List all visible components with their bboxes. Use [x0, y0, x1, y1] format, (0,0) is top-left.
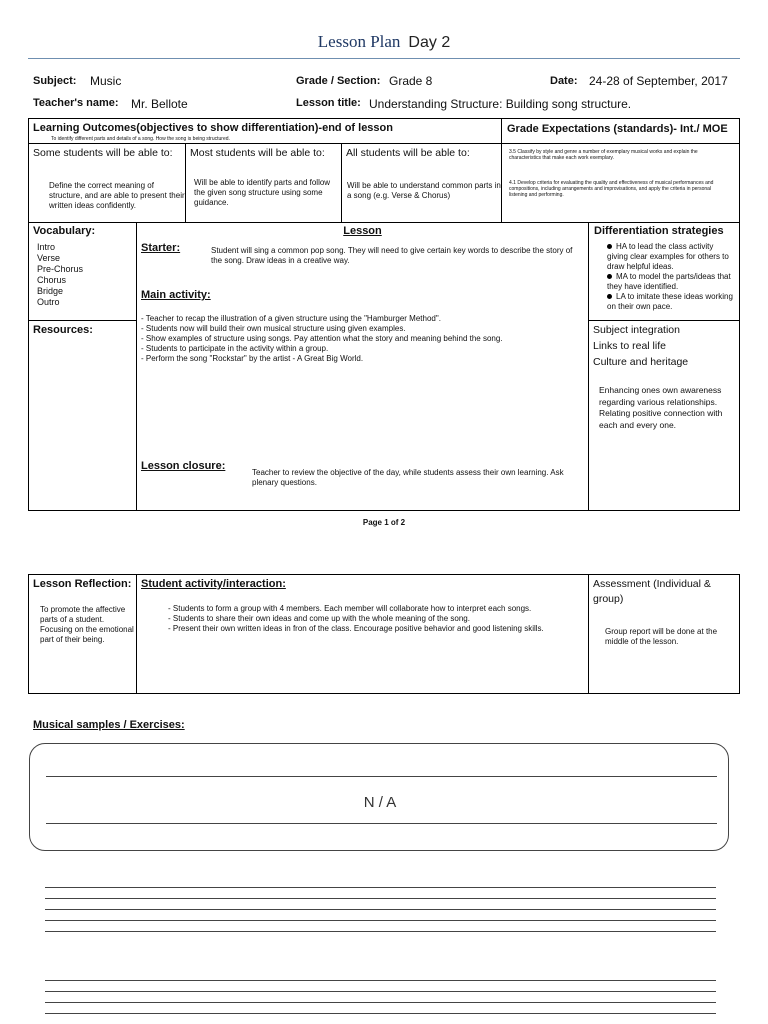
date-label: Date:: [550, 75, 578, 87]
music-staff-1: [45, 887, 716, 937]
starter-label: Starter:: [141, 242, 181, 254]
differentiation-item: HA to lead the class activity giving clear examples for others to draw helpful ideas.: [607, 242, 729, 271]
all-students-cell: [341, 143, 502, 223]
lesson-title-label: Lesson title:: [296, 97, 361, 109]
subject-label: Subject:: [33, 75, 77, 87]
samples-value: N / A: [363, 794, 397, 811]
resources-heading: Resources:: [33, 324, 93, 336]
vocabulary-list: [37, 242, 83, 308]
staff-line: [46, 823, 717, 824]
main-activity-label: Main activity:: [141, 289, 211, 301]
student-activity-item: - Students to share their own ideas and come up with the whole meaning of the song.: [168, 614, 470, 623]
links-real-life-heading: Links to real life: [593, 340, 666, 352]
lesson-closure-label: Lesson closure:: [141, 460, 226, 472]
vocabulary-cell: [28, 222, 137, 321]
student-activity-list: [168, 604, 588, 634]
staff-line: [45, 887, 716, 888]
reflection-table: [28, 574, 740, 694]
some-students-cell: [28, 143, 186, 223]
music-staff-2: [45, 980, 716, 1024]
student-activity-cell: [136, 574, 589, 694]
reflection-cell: [28, 574, 137, 694]
main-activity-item: - Students now will build their own musical structure using given examples.: [141, 324, 406, 333]
bullet-icon: [607, 274, 612, 279]
student-activity-item: - Present their own written ideas in fron of the class. Encourage positive behavior and good listening skills.: [168, 624, 544, 633]
some-students-heading: Some students will be able to:: [33, 147, 173, 159]
staff-line: [45, 909, 716, 910]
lesson-plan-title: Lesson Plan: [317, 32, 401, 51]
staff-line: [45, 898, 716, 899]
lesson-title-value: Understanding Structure: Building song structure.: [369, 97, 632, 111]
teacher-value: Mr. Bellote: [131, 97, 188, 111]
title-divider: [28, 58, 740, 59]
staff-line: [45, 1013, 716, 1014]
grade-expectation-4-1: 4.1 Develop criteria for evaluating the quality and effectiveness of musical performances and compositions, including arrangements and improvisations, and apply the criteria in personal listening and performing.: [509, 180, 714, 198]
musical-samples-box: [29, 743, 729, 851]
student-activity-heading: Student activity/interaction:: [141, 578, 286, 590]
lesson-cell: [136, 222, 589, 511]
most-students-cell: [185, 143, 342, 223]
subject-value: Music: [90, 74, 122, 88]
some-students-text: Define the correct meaning of structure, and are able to present their written ideas confidently.: [49, 181, 185, 210]
main-activity-list: [141, 314, 589, 364]
outcomes-heading: Learning Outcomes(objectives to show differentiation)-end of lesson: [33, 122, 393, 134]
staff-line: [45, 980, 716, 981]
bullet-icon: [607, 244, 612, 249]
staff-line: [45, 991, 716, 992]
all-students-text: Will be able to understand common parts in a song (e.g. Verse & Chorus): [347, 181, 501, 200]
musical-samples-heading: Musical samples / Exercises:: [33, 719, 185, 731]
assessment-cell: [588, 574, 740, 694]
integration-text: Enhancing ones own awareness regarding various relationships. Relating positive connection with each and every one.: [599, 385, 723, 430]
culture-heritage-heading: Culture and heritage: [593, 356, 689, 368]
differentiation-item: LA to imitate these ideas working on their own pace.: [607, 292, 733, 311]
reflection-heading: Lesson Reflection:: [33, 578, 132, 590]
staff-line: [45, 1002, 716, 1003]
staff-line: [45, 920, 716, 921]
grade-value: Grade 8: [389, 74, 433, 88]
student-activity-item: - Students to form a group with 4 members. Each member will collaborate how to interpret each songs.: [168, 604, 532, 613]
starter-text: Student will sing a common pop song. They will need to give certain key words to describe the story of the song. Draw ideas in a creative way.: [211, 246, 573, 265]
grade-expectation-3-5: 3.5 Classify by style and genre a number of exemplary musical works and explain the characteristics that make each work exemplary.: [509, 149, 698, 161]
vocabulary-item: Pre-Chorus: [37, 264, 84, 274]
date-value: 24-28 of September, 2017: [589, 74, 728, 88]
subject-integration-heading: Subject integration: [593, 324, 680, 336]
assessment-heading: Assessment (Individual & group): [593, 578, 711, 605]
reflection-text: To promote the affective parts of a student. Focusing on the emotional part of their being.: [40, 605, 134, 644]
grade-expectations-cell: [501, 143, 740, 223]
assessment-text: Group report will be done at the middle of the lesson.: [605, 627, 718, 646]
grade-expectations-heading: Grade Expectations (standards)- Int./ MOE: [507, 123, 728, 135]
main-activity-item: - Perform the song "Rockstar" by the artist - A Great Big World.: [141, 354, 364, 363]
grade-label: Grade / Section:: [296, 75, 381, 87]
lesson-plan-table: [28, 118, 740, 511]
differentiation-heading: Differentiation strategies: [594, 225, 724, 237]
resources-cell: [28, 320, 137, 511]
vocabulary-heading: Vocabulary:: [33, 225, 96, 237]
grade-expectations-heading-cell: [501, 118, 740, 144]
page-number: Page 1 of 2: [362, 518, 406, 527]
teacher-label: Teacher's name:: [33, 97, 119, 109]
page-title: [0, 32, 768, 52]
day-label: Day 2: [408, 34, 451, 51]
staff-line: [46, 776, 717, 777]
vocabulary-item: Outro: [37, 297, 60, 307]
main-activity-item: - Show examples of structure using songs. Pay attention what the story and meaning behind the song.: [141, 334, 503, 343]
differentiation-item: MA to model the parts/ideas that they have identified.: [607, 272, 731, 291]
differentiation-cell: [588, 222, 740, 321]
most-students-heading: Most students will be able to:: [190, 147, 325, 159]
all-students-heading: All students will be able to:: [346, 147, 470, 159]
most-students-text: Will be able to identify parts and follow the given song structure using some guidance.: [194, 178, 331, 207]
outcomes-heading-cell: [28, 118, 502, 144]
integration-cell: [588, 320, 740, 511]
vocabulary-item: Bridge: [37, 286, 64, 296]
bullet-icon: [607, 294, 612, 299]
lesson-closure-text: Teacher to review the objective of the day, while students assess their own learning. Ask plenary questions.: [252, 468, 564, 487]
main-activity-item: - Students to participate in the activity within a group.: [141, 344, 329, 353]
differentiation-list: [607, 242, 735, 312]
vocabulary-item: Verse: [37, 253, 61, 263]
vocabulary-item: Intro: [37, 242, 56, 252]
lesson-heading: Lesson: [343, 225, 382, 237]
main-activity-item: - Teacher to recap the illustration of a given structure using the "Hamburger Method".: [141, 314, 441, 323]
staff-line: [45, 931, 716, 932]
vocabulary-item: Chorus: [37, 275, 67, 285]
outcomes-subnote: To identify different parts and details of a song. How the song is being structured.: [51, 136, 230, 142]
